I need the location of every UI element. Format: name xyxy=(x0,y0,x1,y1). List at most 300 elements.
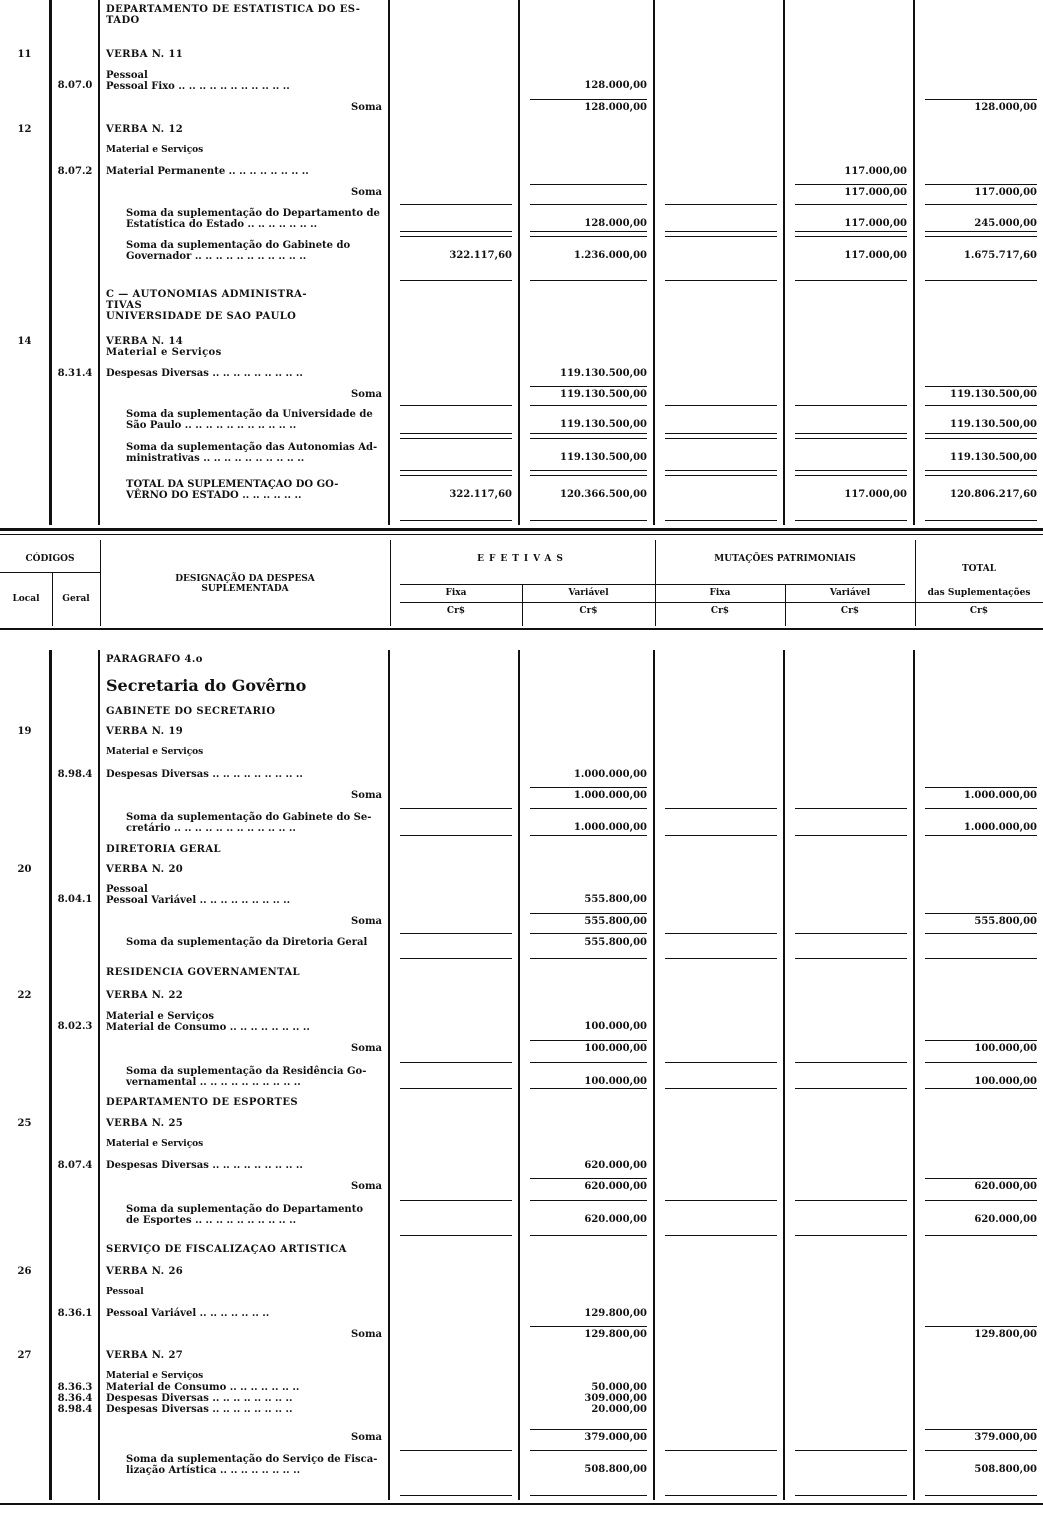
total-value-cell xyxy=(915,141,1043,162)
total-value-cell xyxy=(915,1200,1043,1240)
mutacoes-fixa-value-cell xyxy=(655,986,785,1007)
table-row-sub xyxy=(0,475,1043,525)
efetivas-variavel-value-cell xyxy=(520,1389,655,1404)
efetivas-variavel-value: 620.000,00 xyxy=(584,1214,647,1225)
table-row-item xyxy=(0,1156,1043,1177)
table-row-soma xyxy=(0,1325,1043,1346)
total-value-cell xyxy=(915,963,1043,986)
total-value: 620.000,00 xyxy=(925,1178,1037,1192)
mutacoes-fixa-value-cell xyxy=(655,1283,785,1304)
mutacoes-fixa-value-cell xyxy=(655,702,785,722)
table-row-verba xyxy=(0,722,1043,743)
table-row-verba xyxy=(0,1346,1043,1367)
total-value-cell xyxy=(915,183,1043,204)
code-local xyxy=(0,1367,52,1378)
table-row-heading xyxy=(0,1240,1043,1262)
efetivas-variavel-value-cell xyxy=(520,840,655,860)
code-local xyxy=(0,1389,52,1400)
total-value xyxy=(925,336,1037,346)
total-value: 1.000.000,00 xyxy=(925,787,1037,801)
efetivas-variavel-value-cell xyxy=(520,438,655,475)
mutacoes-variavel-value-cell xyxy=(785,1450,915,1500)
designation-text: Soma xyxy=(100,385,390,405)
code-geral: 8.36.1 xyxy=(52,1304,100,1325)
designation-text: Soma xyxy=(100,912,390,933)
mutacoes-variavel-value-cell xyxy=(785,438,915,475)
table-row-item xyxy=(0,765,1043,786)
efetivas-variavel-value: 50.000,00 xyxy=(591,1382,647,1393)
mutacoes-variavel-value xyxy=(795,409,907,419)
designation-text: DIRETORIA GERAL xyxy=(100,840,390,860)
efetivas-variavel-value: 1.000.000,00 xyxy=(573,769,647,780)
code-geral xyxy=(52,1346,100,1367)
efetivas-variavel-value-cell xyxy=(520,332,655,364)
mutacoes-variavel-value-cell xyxy=(785,840,915,860)
code-local: 20 xyxy=(0,860,52,880)
designation-text: VERBA N. 11 xyxy=(100,45,390,66)
code-geral xyxy=(52,120,100,141)
header-fixa: Fixa xyxy=(445,588,467,598)
mutacoes-fixa-value xyxy=(665,1011,777,1021)
code-geral: 8.02.3 xyxy=(52,1007,100,1039)
mutacoes-variavel-value xyxy=(795,289,907,299)
total-value-cell xyxy=(915,650,1043,672)
mutacoes-variavel-value-cell xyxy=(785,1367,915,1378)
efetivas-fixa-value xyxy=(400,409,512,419)
efetivas-variavel-value-cell xyxy=(520,162,655,183)
mutacoes-fixa-value-cell xyxy=(655,1428,785,1450)
code-local xyxy=(0,1283,52,1304)
efetivas-fixa-value-cell xyxy=(390,1240,520,1262)
code-local: 22 xyxy=(0,986,52,1007)
efetivas-variavel-value: 20.000,00 xyxy=(591,1404,647,1415)
code-geral xyxy=(52,45,100,66)
code-geral: 8.31.4 xyxy=(52,364,100,385)
efetivas-variavel-value-cell xyxy=(520,98,655,120)
total-value-cell xyxy=(915,385,1043,405)
total-value: 120.806.217,60 xyxy=(950,489,1037,500)
code-local xyxy=(0,236,52,285)
mutacoes-variavel-value xyxy=(795,1011,907,1021)
efetivas-fixa-value-cell xyxy=(390,1283,520,1304)
mutacoes-fixa-value-cell xyxy=(655,1007,785,1039)
efetivas-variavel-value-cell xyxy=(520,45,655,66)
designation-text: Material e Serviços xyxy=(100,1135,390,1156)
table-row-soma xyxy=(0,1177,1043,1200)
header-variavel: Variável xyxy=(568,588,609,598)
code-local xyxy=(0,1428,52,1450)
code-local xyxy=(0,1304,52,1325)
code-geral xyxy=(52,1262,100,1283)
efetivas-fixa-value-cell xyxy=(390,1007,520,1039)
code-local xyxy=(0,743,52,765)
total-value-cell xyxy=(915,438,1043,475)
efetivas-variavel-value-cell xyxy=(520,1283,655,1304)
efetivas-variavel-value: 620.000,00 xyxy=(530,1178,647,1192)
efetivas-variavel-value-cell xyxy=(520,1378,655,1393)
total-value-cell xyxy=(915,1262,1043,1283)
table-row-heading xyxy=(0,840,1043,860)
mutacoes-variavel-value-cell xyxy=(785,162,915,183)
mutacoes-variavel-value-cell xyxy=(785,66,915,98)
header-efetivas: EFETIVAS xyxy=(477,554,568,564)
mutacoes-variavel-value-cell xyxy=(785,1400,915,1428)
efetivas-variavel-value: 100.000,00 xyxy=(584,1021,647,1032)
efetivas-variavel-value-cell xyxy=(520,963,655,986)
header-mut-variavel: Variável xyxy=(829,588,871,598)
total-value: 620.000,00 xyxy=(974,1214,1037,1225)
mutacoes-variavel-value-cell xyxy=(785,963,915,986)
header-currency: Cr$ xyxy=(446,606,466,616)
efetivas-variavel-value-cell xyxy=(520,1039,655,1062)
mutacoes-fixa-value-cell xyxy=(655,1304,785,1325)
efetivas-fixa-value xyxy=(400,4,512,14)
table-row-heading xyxy=(0,1093,1043,1114)
header-designacao: DESIGNAÇÃO DA DESPESA SUPLEMENTADA xyxy=(175,574,315,594)
code-geral xyxy=(52,650,100,672)
mutacoes-fixa-value-cell xyxy=(655,1367,785,1378)
mutacoes-variavel-value-cell xyxy=(785,702,915,722)
mutacoes-variavel-value-cell xyxy=(785,1283,915,1304)
efetivas-variavel-value-cell xyxy=(520,672,655,702)
header-mutacoes: MUTAÇÕES PATRIMONIAIS xyxy=(714,554,856,564)
mutacoes-variavel-value-cell xyxy=(785,1240,915,1262)
mutacoes-fixa-value-cell xyxy=(655,1156,785,1177)
designation-text: Soma da suplementação das Autonomias Ad- ministrativas .. .. .. .. .. .. .. .. .. .. xyxy=(100,438,390,475)
table-row-verba xyxy=(0,1262,1043,1283)
mutacoes-fixa-value-cell xyxy=(655,880,785,912)
designation-text: Soma da suplementação do Gabinete do Governador .. .. .. .. .. .. .. .. .. .. .. xyxy=(100,236,390,285)
mutacoes-fixa-value xyxy=(665,4,777,14)
efetivas-variavel-value-cell xyxy=(520,1346,655,1367)
efetivas-fixa-value-cell xyxy=(390,765,520,786)
mutacoes-fixa-value-cell xyxy=(655,204,785,236)
mutacoes-variavel-value-cell xyxy=(785,1262,915,1283)
total-value: 128.000,00 xyxy=(925,99,1037,113)
code-local xyxy=(0,786,52,808)
efetivas-variavel-value-cell xyxy=(520,1367,655,1378)
efetivas-variavel-value-cell xyxy=(520,0,655,45)
total-value-cell xyxy=(915,840,1043,860)
total-value-cell xyxy=(915,1346,1043,1367)
designation-text: PARAGRAFO 4.o xyxy=(100,650,390,672)
efetivas-fixa-value-cell xyxy=(390,1093,520,1114)
total-value: 1.000.000,00 xyxy=(963,822,1037,833)
mutacoes-variavel-value-cell xyxy=(785,475,915,525)
efetivas-fixa-value-cell xyxy=(390,1177,520,1200)
mutacoes-fixa-value xyxy=(665,479,777,489)
total-value-cell xyxy=(915,880,1043,912)
table-row-sub xyxy=(0,236,1043,285)
efetivas-variavel-value-cell xyxy=(520,743,655,765)
mutacoes-fixa-value xyxy=(665,409,777,419)
mutacoes-fixa-value xyxy=(665,70,777,80)
efetivas-variavel-value: 128.000,00 xyxy=(584,80,647,91)
efetivas-fixa-value-cell xyxy=(390,1325,520,1346)
table-row-item xyxy=(0,364,1043,385)
efetivas-fixa-value-cell xyxy=(390,405,520,438)
total-value-cell xyxy=(915,1240,1043,1262)
header-rule xyxy=(400,602,1043,603)
mutacoes-fixa-value-cell xyxy=(655,1062,785,1093)
efetivas-variavel-value-cell xyxy=(520,475,655,525)
total-value xyxy=(925,884,1037,894)
mutacoes-fixa-value-cell xyxy=(655,1389,785,1400)
efetivas-fixa-value-cell xyxy=(390,1039,520,1062)
mutacoes-variavel-value-cell xyxy=(785,1428,915,1450)
mutacoes-fixa-value xyxy=(665,442,777,452)
top-table-section xyxy=(0,0,1043,525)
efetivas-fixa-value xyxy=(400,289,512,299)
mutacoes-fixa-value-cell xyxy=(655,475,785,525)
designation-text: Soma da suplementação do Gabinete do Se- cretário .. .. .. .. .. .. .. .. .. .. .. .. xyxy=(100,808,390,840)
code-geral xyxy=(52,1240,100,1262)
table-row-sub xyxy=(0,808,1043,840)
code-local: 27 xyxy=(0,1346,52,1367)
total-value-cell xyxy=(915,45,1043,66)
table-row-sub xyxy=(0,438,1043,475)
efetivas-variavel-value-cell xyxy=(520,1200,655,1240)
efetivas-fixa-value-cell xyxy=(390,141,520,162)
code-local xyxy=(0,672,52,702)
code-geral xyxy=(52,385,100,405)
code-local xyxy=(0,475,52,525)
designation-text: GABINETE DO SECRETARIO xyxy=(100,702,390,722)
designation-text: Despesas Diversas .. .. .. .. .. .. .. .. .. xyxy=(100,364,390,385)
efetivas-variavel-value-cell xyxy=(520,1240,655,1262)
header-currency: Cr$ xyxy=(710,606,730,616)
mutacoes-variavel-value-cell xyxy=(785,364,915,385)
mutacoes-variavel-value-cell xyxy=(785,98,915,120)
efetivas-variavel-value-cell xyxy=(520,808,655,840)
table-row-soma xyxy=(0,1428,1043,1450)
mutacoes-fixa-value-cell xyxy=(655,1378,785,1389)
efetivas-variavel-value-cell xyxy=(520,1114,655,1135)
mutacoes-variavel-value-cell xyxy=(785,1378,915,1389)
efetivas-fixa-value-cell xyxy=(390,1114,520,1135)
code-local xyxy=(0,1007,52,1039)
efetivas-fixa-value xyxy=(400,70,512,80)
code-geral xyxy=(52,475,100,525)
code-geral xyxy=(52,722,100,743)
mutacoes-variavel-value xyxy=(795,1066,907,1076)
header-local: Local xyxy=(12,594,40,604)
mutacoes-fixa-value-cell xyxy=(655,385,785,405)
total-value-cell xyxy=(915,120,1043,141)
mutacoes-variavel-value xyxy=(795,336,907,346)
mutacoes-fixa-value-cell xyxy=(655,285,785,332)
designation-text: VERBA N. 25 xyxy=(100,1114,390,1135)
efetivas-fixa-value xyxy=(400,1204,512,1214)
total-value-cell xyxy=(915,786,1043,808)
total-value-cell xyxy=(915,0,1043,45)
section-divider xyxy=(0,628,1043,630)
designation-text: Soma da suplementação da Residência Go- vernamental .. .. .. .. .. .. .. .. .. .. xyxy=(100,1062,390,1093)
mutacoes-variavel-value: 117.000,00 xyxy=(844,218,907,229)
mutacoes-variavel-value-cell xyxy=(785,285,915,332)
total-value: 100.000,00 xyxy=(925,1040,1037,1054)
efetivas-fixa-value-cell xyxy=(390,1346,520,1367)
code-geral xyxy=(52,702,100,722)
code-geral xyxy=(52,236,100,285)
code-geral xyxy=(52,285,100,332)
code-local xyxy=(0,933,52,963)
designation-text: Material e Serviços xyxy=(100,743,390,765)
designation-text: DEPARTAMENTO DE ESPORTES xyxy=(100,1093,390,1114)
designation-text: DEPARTAMENTO DE ESTATISTICA DO ES- TADO xyxy=(100,0,390,45)
efetivas-fixa-value-cell xyxy=(390,1367,520,1378)
total-value-cell xyxy=(915,66,1043,98)
efetivas-variavel-value-cell xyxy=(520,986,655,1007)
code-local: 12 xyxy=(0,120,52,141)
efetivas-variavel-value: 120.366.500,00 xyxy=(560,489,647,500)
efetivas-variavel-value-cell xyxy=(520,1135,655,1156)
table-row-heading xyxy=(0,285,1043,332)
efetivas-variavel-value-cell xyxy=(520,1262,655,1283)
mutacoes-fixa-value-cell xyxy=(655,438,785,475)
table-row-soma xyxy=(0,912,1043,933)
efetivas-variavel-value-cell xyxy=(520,1428,655,1450)
code-local: 19 xyxy=(0,722,52,743)
efetivas-variavel-value-cell xyxy=(520,1062,655,1093)
table-row-sub xyxy=(0,933,1043,963)
code-local xyxy=(0,1325,52,1346)
mutacoes-fixa-value xyxy=(665,240,777,250)
mutacoes-variavel-value-cell xyxy=(785,1325,915,1346)
designation-text: Soma da suplementação da Diretoria Geral xyxy=(100,933,390,963)
efetivas-fixa-value-cell xyxy=(390,860,520,880)
mutacoes-fixa-value-cell xyxy=(655,141,785,162)
efetivas-variavel-value: 555.800,00 xyxy=(530,913,647,927)
mutacoes-fixa-value-cell xyxy=(655,743,785,765)
code-local xyxy=(0,1135,52,1156)
mutacoes-variavel-value xyxy=(795,1454,907,1464)
efetivas-fixa-value-cell xyxy=(390,162,520,183)
total-value-cell xyxy=(915,765,1043,786)
total-value: 508.800,00 xyxy=(974,1464,1037,1475)
designation-text: Material e Serviços xyxy=(100,1367,390,1378)
table-row-verba xyxy=(0,986,1043,1007)
designation-text: Pessoal Variável .. .. .. .. .. .. .. xyxy=(100,1304,390,1325)
efetivas-variavel-value-cell xyxy=(520,1156,655,1177)
mutacoes-fixa-value-cell xyxy=(655,45,785,66)
total-value-cell xyxy=(915,285,1043,332)
total-value-cell xyxy=(915,162,1043,183)
code-geral xyxy=(52,912,100,933)
table-row-verba xyxy=(0,45,1043,66)
code-local xyxy=(0,1200,52,1240)
mutacoes-fixa-value-cell xyxy=(655,808,785,840)
code-geral xyxy=(52,204,100,236)
efetivas-fixa-value-cell xyxy=(390,702,520,722)
efetivas-variavel-value-cell xyxy=(520,650,655,672)
total-value xyxy=(925,4,1037,14)
table-row-sub xyxy=(0,1450,1043,1500)
code-local: 26 xyxy=(0,1262,52,1283)
mutacoes-fixa-value-cell xyxy=(655,120,785,141)
efetivas-fixa-value-cell xyxy=(390,722,520,743)
mutacoes-variavel-value-cell xyxy=(785,236,915,285)
efetivas-variavel-value-cell xyxy=(520,1400,655,1428)
mutacoes-variavel-value-cell xyxy=(785,0,915,45)
table-row-item xyxy=(0,1378,1043,1393)
efetivas-fixa-value-cell xyxy=(390,183,520,204)
code-geral xyxy=(52,1093,100,1114)
mutacoes-fixa-value-cell xyxy=(655,364,785,385)
efetivas-variavel-value: 129.800,00 xyxy=(530,1326,647,1340)
total-value-cell xyxy=(915,912,1043,933)
header-codigos: CÓDIGOS xyxy=(25,554,75,564)
efetivas-variavel-value-cell xyxy=(520,66,655,98)
table-row-item xyxy=(0,1389,1043,1404)
mutacoes-variavel-value-cell xyxy=(785,183,915,204)
total-value-cell xyxy=(915,1039,1043,1062)
efetivas-fixa-value-cell xyxy=(390,438,520,475)
mutacoes-variavel-value-cell xyxy=(785,1039,915,1062)
designation-text: Secretaria do Govêrno xyxy=(100,672,390,702)
efetivas-variavel-value: 1.000.000,00 xyxy=(573,822,647,833)
mutacoes-fixa-value-cell xyxy=(655,332,785,364)
header-vline xyxy=(52,572,53,626)
mutacoes-variavel-value-cell xyxy=(785,743,915,765)
total-value: 379.000,00 xyxy=(925,1429,1037,1443)
efetivas-fixa-value-cell xyxy=(390,364,520,385)
designation-text: Soma xyxy=(100,1428,390,1450)
mutacoes-variavel-value-cell xyxy=(785,1389,915,1400)
efetivas-variavel-value-cell xyxy=(520,912,655,933)
efetivas-variavel-value: 1.236.000,00 xyxy=(573,250,647,261)
code-geral: 8.07.2 xyxy=(52,162,100,183)
mutacoes-fixa-value-cell xyxy=(655,1346,785,1367)
efetivas-variavel-value-cell xyxy=(520,1177,655,1200)
designation-text: TOTAL DA SUPLEMENTAÇAO DO GO- VÊRNO DO ESTADO .. .. .. .. .. .. xyxy=(100,475,390,525)
total-value xyxy=(925,1011,1037,1021)
code-local xyxy=(0,364,52,385)
code-local xyxy=(0,438,52,475)
code-local xyxy=(0,1062,52,1093)
section-divider xyxy=(0,534,1043,535)
code-geral xyxy=(52,141,100,162)
code-geral xyxy=(52,963,100,986)
code-geral xyxy=(52,1200,100,1240)
table-row-cat xyxy=(0,1283,1043,1304)
efetivas-variavel-value-cell xyxy=(520,1093,655,1114)
code-local xyxy=(0,963,52,986)
total-value-cell xyxy=(915,1135,1043,1156)
total-value: 555.800,00 xyxy=(925,913,1037,927)
designation-text: Soma xyxy=(100,98,390,120)
code-local xyxy=(0,1039,52,1062)
efetivas-fixa-value-cell xyxy=(390,45,520,66)
designation-text: Material e Serviços xyxy=(100,141,390,162)
code-local xyxy=(0,385,52,405)
efetivas-fixa-value xyxy=(400,208,512,218)
table-row-verba xyxy=(0,860,1043,880)
code-local xyxy=(0,650,52,672)
total-value-cell xyxy=(915,702,1043,722)
efetivas-fixa-value-cell xyxy=(390,1304,520,1325)
mutacoes-variavel-value-cell xyxy=(785,141,915,162)
page-bottom-rule xyxy=(0,1503,1043,1505)
code-geral xyxy=(52,1062,100,1093)
mutacoes-fixa-value-cell xyxy=(655,1177,785,1200)
mutacoes-variavel-value-cell xyxy=(785,722,915,743)
code-local xyxy=(0,1378,52,1389)
table-row-cat xyxy=(0,743,1043,765)
designation-text: Soma xyxy=(100,1039,390,1062)
mutacoes-variavel-value-cell xyxy=(785,880,915,912)
table-row-heading xyxy=(0,963,1043,986)
